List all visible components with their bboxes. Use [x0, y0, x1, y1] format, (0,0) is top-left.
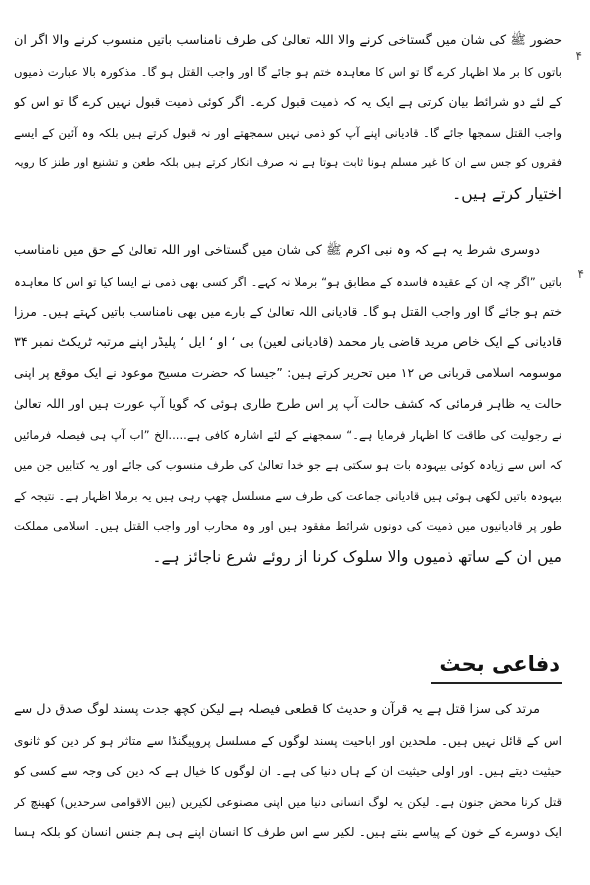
text-line: مرتد کی سزا قتل ہے یہ قرآن و حدیث کا قطعی فیصلہ ہے لیکن کچھ جدت پسند لوگ صدق دل سے	[14, 702, 540, 717]
text-line: کے لئے دو شرائط بیان کرتی ہے ایک یہ کہ ذمیت قبول کرے۔ اگر کوئی ذمیت قبول نہیں کرے گا تو اس کو	[14, 94, 562, 110]
text-line: موسومہ اسلامی قربانی ص ۱۲ میں تحریر کرتے ہیں: ”جیسا کہ حضرت مسیح موعود نے ایک موقع پر اپنی	[14, 365, 562, 381]
text-line: باتیں ”اگر چہ ان کے عقیدہ فاسدہ کے مطابق ہو“ برملا نہ کہے۔ اگر کسی بھی ذمی نے ایسا کیا تو اس کا معاہدہ	[14, 274, 562, 289]
text-line: کہ اس سے زیادہ کوئی بیہودہ بات ہو سکتی ہے جو خدا تعالیٰ کی طرف منسوب کی جائے اور یہ کتابیں جن میں	[14, 458, 562, 473]
margin-mark: ۴	[577, 267, 584, 281]
section-heading: دفاعی بحث	[431, 646, 562, 684]
margin-mark: ۴	[575, 49, 582, 63]
paragraph-conditions-intro	[14, 26, 562, 210]
text-line: نے رجولیت کی طاقت کا اظہار فرمایا ہے۔“ سمجھنے کے لئے اشارہ کافی ہے.....الخ ”اب آپ ہی فیصلہ فرمائیں	[14, 427, 562, 442]
text-line: طور پر قادیانیوں میں ذمیت کی دونوں شرائط مفقود ہیں اور وہ محارب اور واجب القتل ہیں۔ اسلامی مملکت	[14, 519, 562, 534]
text-line: بیہودہ باتیں لکھی ہوئی ہیں قادیانی جماعت کی طرف سے مسلسل چھپ رہی ہیں یہ برملا اظہار ہے۔ نتیجہ کے	[14, 488, 562, 503]
text-line: دوسری شرط یہ ہے کہ وہ نبی اکرم ﷺ کی شان میں گستاخی اور اللہ تعالیٰ کے حق میں نامناسب	[14, 243, 540, 258]
text-line: واجب القتل سمجھا جائے گا۔ قادیانی اپنے آپ کو ذمی نہیں سمجھتے اور نہ قبول کرتے ہیں بلکہ وہ آئین کے ایسے	[14, 125, 562, 140]
text-line: باتوں کا بر ملا اظہار کرے گا تو اس کا معاہدہ ختم ہو جائے گا اور واجب القتل ہو گا۔ مذکورہ بالا عبارت ذمیوں	[14, 64, 562, 79]
text-line: حضور ﷺ کی شان میں گستاخی کرنے والا اللہ تعالیٰ کی طرف نامناسب باتیں منسوب کرنے والا اگر ان	[14, 33, 562, 48]
paragraph-second-condition	[14, 236, 562, 573]
text-line: حیثیت دیتے ہیں۔ اور اولی حیثیت ان کے ہاں دنیا کی ہے۔ ان لوگوں کا خیال ہے کہ دین کی وجہ سے کسی کو	[14, 764, 562, 779]
text-line: ختم ہو جائے گا اور واجب القتل ہو گا۔ قادیانی اللہ تعالیٰ کے بارے میں بھی نامناسب باتیں کہتے ہیں۔ مرزا	[14, 304, 562, 320]
text-line: میں ان کے ساتھ ذمیوں والا سلوک کرنا از روئے شرع ناجائز ہے۔	[152, 547, 562, 566]
text-line: حالت یہ ظاہر فرمائی کہ کشف حالت آپ پر اس طرح طاری ہوئی کہ گویا آپ عورت ہیں اور اللہ تعالیٰ	[14, 395, 562, 411]
text-line: اس کے قائل نہیں ہیں۔ ملحدین اور اباحیت پسند لوگوں کے مسلسل پروپیگنڈا سے متاثر ہو کر دین کو ثانوی	[14, 733, 562, 748]
text-line: فقروں کو جس سے ان کا غیر مسلم ہونا ثابت ہوتا ہے نہ صرف انکار کرتے ہیں بلکہ طعن و تشنیع اور طنز کا رویہ	[14, 156, 562, 170]
paragraph-defensive-argument	[14, 695, 562, 848]
text-line: ایک دوسرے کے خون کے پیاسے بنتے ہیں۔ لکیر سے اس طرف کا انسان اپنے ہی ہم جنس انسان کو بلکہ ہسا	[14, 825, 562, 840]
text-line: قادیانی کے ایک خاص مرید قاضی یار محمد (قادیانی لعین) بی ‘ او ‘ ایل ‘ پلیڈر اپنے مرتبہ ٹریکٹ نمبر ۳۴	[14, 334, 562, 350]
text-line: قتل کرنا محض جنون ہے۔ لیکن یہ لوگ انسانی دنیا میں اپنی مصنوعی لکیریں (بین الاقوامی سرحدیں) کھینچ کر	[14, 794, 562, 809]
text-line: اختیار کرتے ہیں۔	[452, 184, 562, 203]
